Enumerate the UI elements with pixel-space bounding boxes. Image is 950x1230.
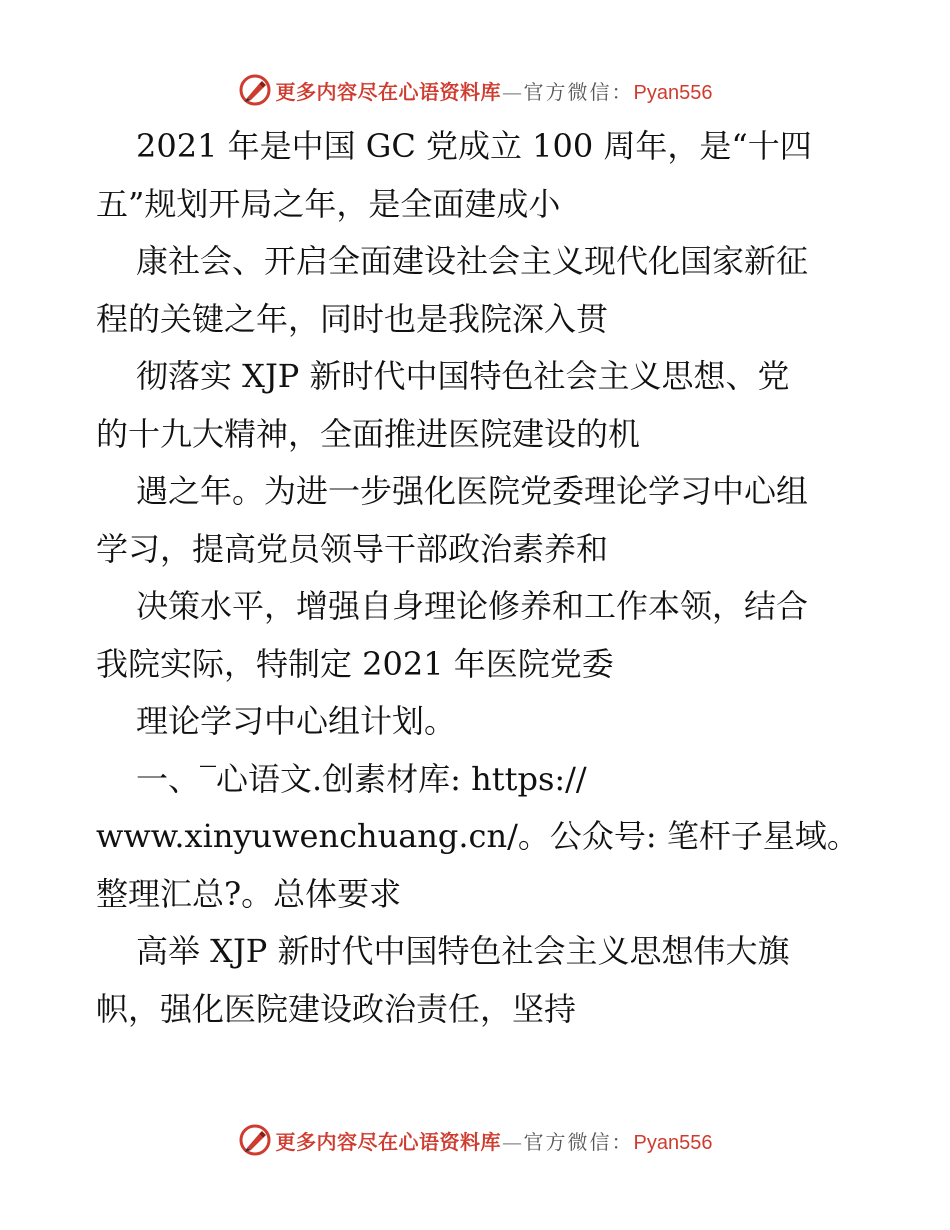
body-line: 整理汇总?。总体要求: [96, 874, 402, 913]
banner-site-text: 更多内容尽在心语资料库: [275, 1129, 502, 1154]
pen-logo-icon: [238, 1123, 272, 1157]
body-line: 学习，提高党员领导干部政治素养和: [96, 529, 609, 568]
body-line: 理论学习中心组计划。: [136, 702, 457, 740]
banner-site-text: 更多内容尽在心语资料库: [275, 79, 502, 104]
body-line: 程的关键之年，同时也是我院深入贯: [96, 299, 609, 338]
banner-dash: —: [502, 79, 523, 104]
document-body: [96, 118, 866, 1038]
header-banner: [0, 70, 950, 110]
body-line: 2021 年是中国 GC 党成立 100 周年，是“十四: [136, 127, 812, 165]
body-line: 彻落实 XJP 新时代中国特色社会主义思想、党: [136, 357, 790, 395]
body-line: 一、‾心语文.创素材库: https://: [136, 759, 587, 798]
body-line: 帜，强化医院建设政治责任，坚持: [96, 989, 577, 1028]
banner-official-text: 官方微信：: [523, 79, 634, 104]
banner-text: [276, 76, 713, 105]
pen-logo-icon: [238, 73, 272, 107]
banner-text: [276, 1126, 713, 1155]
banner-official-text: 官方微信：: [523, 1129, 634, 1154]
body-line: www.xinyuwenchuang.cn/。公众号: 笔杆子星域。: [96, 817, 859, 855]
body-line: 我院实际，特制定 2021 年医院党委: [96, 644, 614, 683]
body-line: 康社会、开启全面建设社会主义现代化国家新征: [136, 242, 809, 280]
footer-banner: [0, 1120, 950, 1160]
body-line: 决策水平，增强自身理论修养和工作本领，结合: [136, 587, 809, 625]
banner-account: Pyan556: [633, 81, 713, 104]
body-line: 的十九大精神，全面推进医院建设的机: [96, 414, 641, 453]
body-line: 五”规划开局之年，是全面建成小: [96, 184, 561, 223]
banner-dash: —: [502, 1129, 523, 1154]
body-line: 遇之年。为进一步强化医院党委理论学习中心组: [136, 472, 809, 510]
body-line: 高举 XJP 新时代中国特色社会主义思想伟大旗: [136, 932, 790, 970]
banner-account: Pyan556: [633, 1131, 713, 1154]
